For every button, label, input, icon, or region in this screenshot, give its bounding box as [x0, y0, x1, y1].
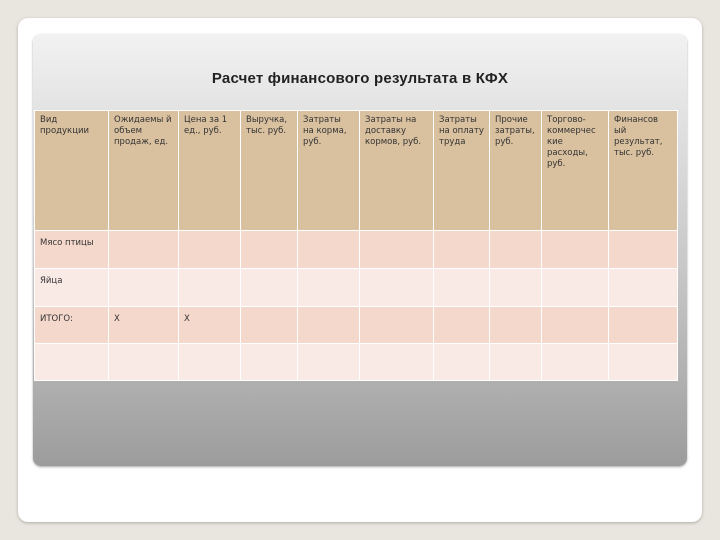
header-cell: Торгово-коммерчес кие расходы, руб. — [542, 111, 609, 231]
row-label-cell: Мясо птицы — [35, 231, 109, 269]
header-cell: Вид продукции — [35, 111, 109, 231]
table-cell — [434, 344, 490, 381]
table-cell — [179, 231, 241, 269]
table-cell — [542, 307, 609, 344]
table-cell — [241, 231, 298, 269]
table-cell — [179, 344, 241, 381]
table-cell — [360, 231, 434, 269]
table-header-row — [35, 111, 678, 231]
table-cell — [298, 269, 360, 307]
row-label-cell — [35, 344, 109, 381]
table-cell — [109, 269, 179, 307]
table-cell — [179, 269, 241, 307]
table-cell — [609, 269, 678, 307]
table-cell — [298, 344, 360, 381]
header-cell: Прочие затраты, руб. — [490, 111, 542, 231]
table-cell — [609, 231, 678, 269]
header-cell: Затраты на корма, руб. — [298, 111, 360, 231]
table-cell — [542, 231, 609, 269]
table-cell: Х — [179, 307, 241, 344]
header-cell: Затраты на оплату труда — [434, 111, 490, 231]
header-cell: Ожидаемы й объем продаж, ед. — [109, 111, 179, 231]
table-cell — [241, 269, 298, 307]
row-label-cell: Яйца — [35, 269, 109, 307]
table-cell — [490, 269, 542, 307]
table-cell — [360, 269, 434, 307]
table-cell: Х — [109, 307, 179, 344]
table-cell — [434, 231, 490, 269]
table-cell — [434, 269, 490, 307]
table-cell — [434, 307, 490, 344]
table-cell — [490, 307, 542, 344]
header-cell: Цена за 1 ед., руб. — [179, 111, 241, 231]
table-cell — [360, 307, 434, 344]
table-cell — [109, 344, 179, 381]
table-cell — [609, 307, 678, 344]
table-cell — [542, 269, 609, 307]
table-row — [35, 344, 678, 381]
financial-result-table — [34, 110, 678, 381]
table-row — [35, 269, 678, 307]
header-cell: Затраты на доставку кормов, руб. — [360, 111, 434, 231]
table-cell — [241, 307, 298, 344]
table-cell — [490, 231, 542, 269]
header-cell: Финансов ый результат, тыс. руб. — [609, 111, 678, 231]
table-cell — [109, 231, 179, 269]
table-cell — [609, 344, 678, 381]
row-label-cell: ИТОГО: — [35, 307, 109, 344]
table-cell — [241, 344, 298, 381]
slide-title: Расчет финансового результата в КФХ — [211, 70, 509, 87]
table-cell — [298, 231, 360, 269]
table-cell — [298, 307, 360, 344]
table-cell — [490, 344, 542, 381]
table-row-total — [35, 307, 678, 344]
table-cell — [360, 344, 434, 381]
table-row — [35, 231, 678, 269]
table-cell — [542, 344, 609, 381]
header-cell: Выручка, тыс. руб. — [241, 111, 298, 231]
